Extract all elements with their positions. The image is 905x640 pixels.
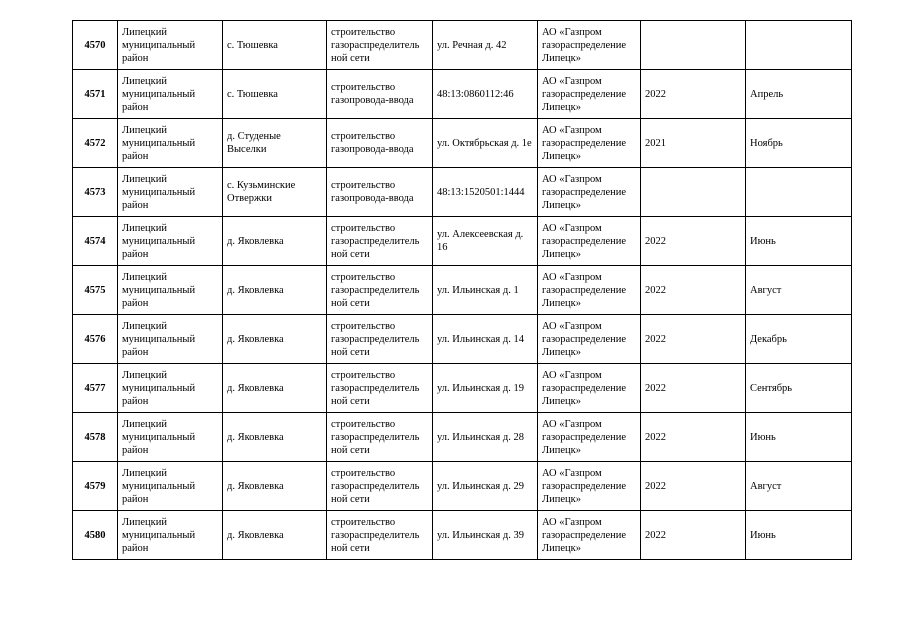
year-cell: 2022	[641, 462, 746, 511]
organization-cell: АО «Газпром газораспределение Липецк»	[538, 315, 641, 364]
work-type-cell: строительство газораспределитель ной сети	[327, 364, 433, 413]
organization-cell: АО «Газпром газораспределение Липецк»	[538, 364, 641, 413]
district-cell: Липецкий муниципальный район	[118, 119, 223, 168]
year-cell	[641, 21, 746, 70]
month-cell	[746, 21, 852, 70]
district-cell: Липецкий муниципальный район	[118, 70, 223, 119]
district-cell: Липецкий муниципальный район	[118, 315, 223, 364]
district-cell: Липецкий муниципальный район	[118, 21, 223, 70]
address-cell: ул. Алексеевская д. 16	[433, 217, 538, 266]
work-type-cell: строительство газораспределитель ной сети	[327, 266, 433, 315]
work-type-cell: строительство газораспределитель ной сети	[327, 462, 433, 511]
table-row	[73, 315, 852, 364]
month-cell: Июнь	[746, 413, 852, 462]
gas-works-table	[72, 20, 852, 560]
table-row	[73, 462, 852, 511]
year-cell: 2022	[641, 266, 746, 315]
locality-cell: д. Яковлевка	[223, 217, 327, 266]
row-number: 4576	[73, 315, 118, 364]
year-cell	[641, 168, 746, 217]
district-cell: Липецкий муниципальный район	[118, 462, 223, 511]
district-cell: Липецкий муниципальный район	[118, 511, 223, 560]
year-cell: 2022	[641, 70, 746, 119]
year-cell: 2021	[641, 119, 746, 168]
work-type-cell: строительство газораспределитель ной сети	[327, 217, 433, 266]
address-cell: ул. Ильинская д. 39	[433, 511, 538, 560]
month-cell: Июнь	[746, 511, 852, 560]
address-cell: 48:13:1520501:1444	[433, 168, 538, 217]
organization-cell: АО «Газпром газораспределение Липецк»	[538, 21, 641, 70]
locality-cell: с. Тюшевка	[223, 70, 327, 119]
work-type-cell: строительство газораспределитель ной сети	[327, 315, 433, 364]
month-cell: Август	[746, 462, 852, 511]
locality-cell: с. Кузьминские Отвержки	[223, 168, 327, 217]
organization-cell: АО «Газпром газораспределение Липецк»	[538, 168, 641, 217]
locality-cell: д. Яковлевка	[223, 364, 327, 413]
organization-cell: АО «Газпром газораспределение Липецк»	[538, 217, 641, 266]
month-cell: Июнь	[746, 217, 852, 266]
work-type-cell: строительство газопровода-ввода	[327, 119, 433, 168]
locality-cell: с. Тюшевка	[223, 21, 327, 70]
address-cell: ул. Ильинская д. 29	[433, 462, 538, 511]
address-cell: ул. Ильинская д. 1	[433, 266, 538, 315]
organization-cell: АО «Газпром газораспределение Липецк»	[538, 119, 641, 168]
year-cell: 2022	[641, 511, 746, 560]
row-number: 4579	[73, 462, 118, 511]
row-number: 4572	[73, 119, 118, 168]
row-number: 4578	[73, 413, 118, 462]
locality-cell: д. Яковлевка	[223, 462, 327, 511]
address-cell: ул. Ильинская д. 19	[433, 364, 538, 413]
row-number: 4573	[73, 168, 118, 217]
table-row	[73, 70, 852, 119]
table-row	[73, 511, 852, 560]
district-cell: Липецкий муниципальный район	[118, 168, 223, 217]
organization-cell: АО «Газпром газораспределение Липецк»	[538, 70, 641, 119]
address-cell: ул. Октябрьская д. 1е	[433, 119, 538, 168]
organization-cell: АО «Газпром газораспределение Липецк»	[538, 266, 641, 315]
work-type-cell: строительство газораспределитель ной сети	[327, 511, 433, 560]
row-number: 4577	[73, 364, 118, 413]
district-cell: Липецкий муниципальный район	[118, 364, 223, 413]
year-cell: 2022	[641, 217, 746, 266]
organization-cell: АО «Газпром газораспределение Липецк»	[538, 462, 641, 511]
work-type-cell: строительство газораспределитель ной сети	[327, 413, 433, 462]
address-cell: 48:13:0860112:46	[433, 70, 538, 119]
month-cell: Ноябрь	[746, 119, 852, 168]
table-row	[73, 217, 852, 266]
row-number: 4575	[73, 266, 118, 315]
address-cell: ул. Ильинская д. 14	[433, 315, 538, 364]
locality-cell: д. Яковлевка	[223, 266, 327, 315]
table-body	[73, 21, 852, 560]
table-row	[73, 266, 852, 315]
table-row	[73, 119, 852, 168]
table-row	[73, 168, 852, 217]
year-cell: 2022	[641, 315, 746, 364]
address-cell: ул. Ильинская д. 28	[433, 413, 538, 462]
district-cell: Липецкий муниципальный район	[118, 217, 223, 266]
district-cell: Липецкий муниципальный район	[118, 413, 223, 462]
month-cell: Август	[746, 266, 852, 315]
row-number: 4580	[73, 511, 118, 560]
address-cell: ул. Речная д. 42	[433, 21, 538, 70]
work-type-cell: строительство газопровода-ввода	[327, 168, 433, 217]
row-number: 4571	[73, 70, 118, 119]
locality-cell: д. Студеные Выселки	[223, 119, 327, 168]
row-number: 4570	[73, 21, 118, 70]
month-cell: Сентябрь	[746, 364, 852, 413]
district-cell: Липецкий муниципальный район	[118, 266, 223, 315]
locality-cell: д. Яковлевка	[223, 413, 327, 462]
work-type-cell: строительство газопровода-ввода	[327, 70, 433, 119]
organization-cell: АО «Газпром газораспределение Липецк»	[538, 413, 641, 462]
row-number: 4574	[73, 217, 118, 266]
work-type-cell: строительство газораспределитель ной сети	[327, 21, 433, 70]
month-cell: Декабрь	[746, 315, 852, 364]
table-row	[73, 21, 852, 70]
year-cell: 2022	[641, 413, 746, 462]
locality-cell: д. Яковлевка	[223, 511, 327, 560]
locality-cell: д. Яковлевка	[223, 315, 327, 364]
table-row	[73, 413, 852, 462]
year-cell: 2022	[641, 364, 746, 413]
table-row	[73, 364, 852, 413]
month-cell: Апрель	[746, 70, 852, 119]
month-cell	[746, 168, 852, 217]
organization-cell: АО «Газпром газораспределение Липецк»	[538, 511, 641, 560]
